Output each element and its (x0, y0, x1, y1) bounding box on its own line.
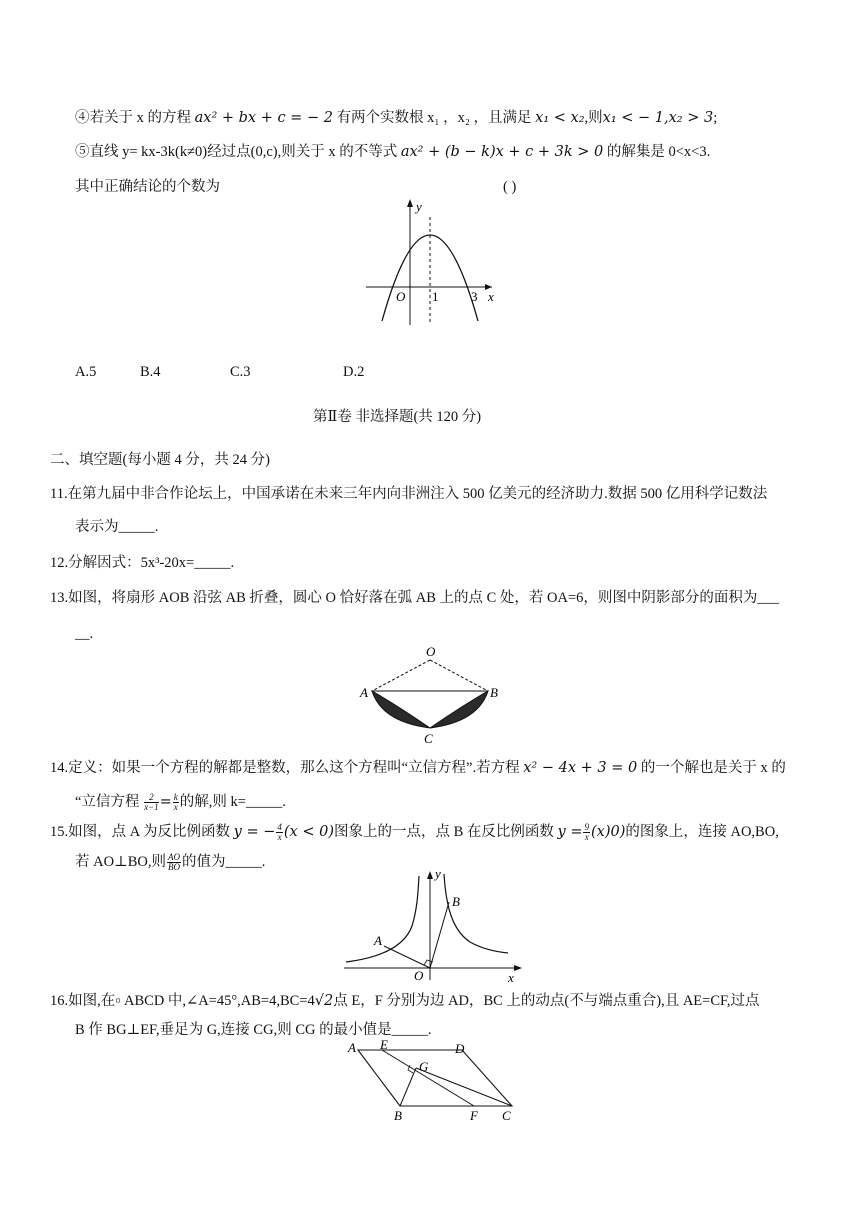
y-axis-arrow-icon (407, 199, 413, 207)
q15-fn1-num: 4 (277, 822, 282, 833)
segment-ao (384, 946, 430, 968)
q14-line2 (75, 792, 286, 812)
point-a-label: A (374, 933, 382, 948)
x-label: x (488, 289, 494, 304)
q12-text: 12.分解因式：5x³-20x=_____. (50, 555, 235, 571)
q5-lead: ⑤直线 y= kx-3k(k≠0)经过点(0,c),则关于 x 的不等式 (75, 144, 398, 160)
choice-d: D.2 (343, 364, 365, 380)
point-b-label: B (452, 894, 460, 909)
q15-fn2b: (x)0) (590, 824, 626, 840)
q11-line2: 表示为_____. (75, 519, 159, 535)
q14-line2a: “立信方程 (75, 794, 140, 810)
segment-oa (372, 660, 430, 691)
y-label: y (435, 866, 441, 881)
q15-fn2-fraction (583, 823, 590, 842)
q15-line1 (50, 822, 779, 842)
q14-f1-den: x−1 (144, 802, 159, 813)
q14-line2b: 的解,则 k=_____. (179, 794, 286, 810)
point-a-label: A (360, 685, 368, 700)
q15-fn2-den: x (584, 832, 589, 843)
q14-f1-num: 2 (144, 793, 159, 803)
q16-line2: B 作 BG⊥EF,垂足为 G,连接 CG,则 CG 的最小值是_____. (75, 1022, 432, 1038)
q14-line1 (50, 758, 786, 778)
q14-f2-num: k (173, 792, 178, 803)
q16-line1 (50, 991, 760, 1011)
hyperbola-figure (338, 866, 534, 984)
q13-line2: __. (75, 626, 94, 642)
hyperbola-left-branch (346, 876, 419, 962)
x-label: x (508, 970, 514, 984)
point-b-label: B (394, 1108, 402, 1122)
q14-eqsign: = (159, 794, 172, 810)
q5-inequality: ax² + (b − k)x + c + 3k > 0 (400, 144, 604, 160)
q15-fn1b: (x < 0) (283, 824, 334, 840)
q15-fn2a: y = (557, 824, 583, 840)
segment-bg (400, 1068, 416, 1106)
segment-bo (430, 902, 449, 968)
point-o-label: O (426, 644, 436, 659)
q4-line (75, 108, 717, 128)
tick-1-label: 1 (432, 289, 439, 304)
q4-end: ; (713, 110, 718, 126)
origin-label: O (396, 289, 406, 304)
q14-fraction-1 (144, 793, 159, 812)
q15-fn1a: y = − (233, 824, 276, 840)
shaded-region-right (430, 691, 488, 728)
point-b-label: B (490, 685, 498, 700)
q14-fraction-2 (173, 793, 179, 812)
choice-b: B.4 (140, 364, 161, 380)
q15-line2 (75, 852, 265, 872)
q16-sqrt: √2 (314, 993, 334, 1009)
q13-line1: 13.如图，将扇形 AOB 沿弦 AB 折叠，圆心 O 恰好落在弧 AB 上的点 C 处，若 OA=6，则图中阴影部分的面积为___ (50, 590, 780, 606)
q16-line1b: 点 E，F 分别为边 AD，BC 上的动点(不与端点重合),且 AE=CF,过点 (333, 993, 760, 1009)
q14-line1a: 14.定义：如果一个方程的解都是整数，那么这个方程叫“立信方程”.若方程 (50, 760, 520, 776)
q10-paren: ( ) (503, 179, 517, 195)
parallelogram-abcd (358, 1050, 512, 1106)
x-axis-arrow-icon (514, 965, 522, 971)
tick-3-label: 3 (471, 289, 478, 304)
q15-line1a: 15.如图，点 A 为反比例函数 (50, 824, 231, 840)
section2-heading: 二、填空题(每小题 4 分，共 24 分) (50, 452, 270, 468)
q15-line1c: 的图象上，连接 AO,BO, (625, 824, 779, 840)
q15-fn1-fraction (276, 823, 283, 842)
q14-f2-den: x (173, 802, 178, 813)
q4-then: ,则 (584, 110, 603, 126)
parabola-figure (360, 195, 510, 330)
q4-mid: 有两个实数根 x₁ ，x₂ ，且满足 (332, 110, 532, 126)
point-c-label: C (502, 1108, 511, 1122)
q15-fn1-den: x (277, 832, 282, 843)
origin-label: O (414, 968, 424, 983)
segment-ob (430, 660, 488, 691)
q5-line (75, 142, 710, 162)
q15-fn2-num: 9 (584, 822, 589, 833)
q16-line1a: 16.如图,在▫ ABCD 中,∠A=45°,AB=4,BC=4 (50, 993, 315, 1009)
sector-figure (358, 642, 508, 747)
choice-a: A.5 (75, 364, 97, 380)
q15-ratio-num: AO (167, 852, 180, 863)
q15-ratio-den: BO (167, 862, 180, 873)
q14-equation: x² − 4x + 3 = 0 (523, 760, 638, 776)
q5-end: 的解集是 0<x<3. (603, 144, 711, 160)
point-a-label: A (348, 1040, 356, 1055)
y-label: y (416, 199, 422, 214)
y-axis-arrow-icon (427, 871, 433, 879)
q4-cond1: x₁ < x₂ (535, 110, 585, 126)
q15-line1b: 图象上的一点，点 B 在反比例函数 (333, 824, 554, 840)
shaded-region-left (372, 691, 430, 728)
choice-c: C.3 (230, 364, 251, 380)
point-d-label: D (455, 1041, 465, 1056)
q10-stem: 其中正确结论的个数为 (75, 179, 220, 195)
q4-equation: ax² + bx + c = − 2 (194, 110, 333, 126)
point-f-label: F (470, 1108, 478, 1122)
q15-line2a: 若 AO⊥BO,则 (75, 854, 166, 870)
q4-lead: ④若关于 x 的方程 (75, 110, 191, 126)
q14-line1b: 的一个解也是关于 x 的 (637, 760, 786, 776)
point-c-label: C (424, 731, 433, 746)
point-g-label: G (419, 1059, 429, 1074)
q11-line1: 11.在第九届中非合作论坛上，中国承诺在未来三年内向非洲注入 500 亿美元的经济助力.数据 500 亿用科学记数法 (50, 486, 768, 502)
hyperbola-right-branch (444, 874, 508, 953)
point-e-label: E (380, 1038, 388, 1052)
part2-title: 第Ⅱ卷 非选择题(共 120 分) (313, 409, 482, 425)
q4-cond2: x₁ < − 1,x₂ > 3 (602, 110, 714, 126)
q15-line2b: 的值为_____. (181, 854, 266, 870)
parallelogram-figure (344, 1038, 524, 1122)
q15-ratio-fraction (167, 853, 181, 872)
